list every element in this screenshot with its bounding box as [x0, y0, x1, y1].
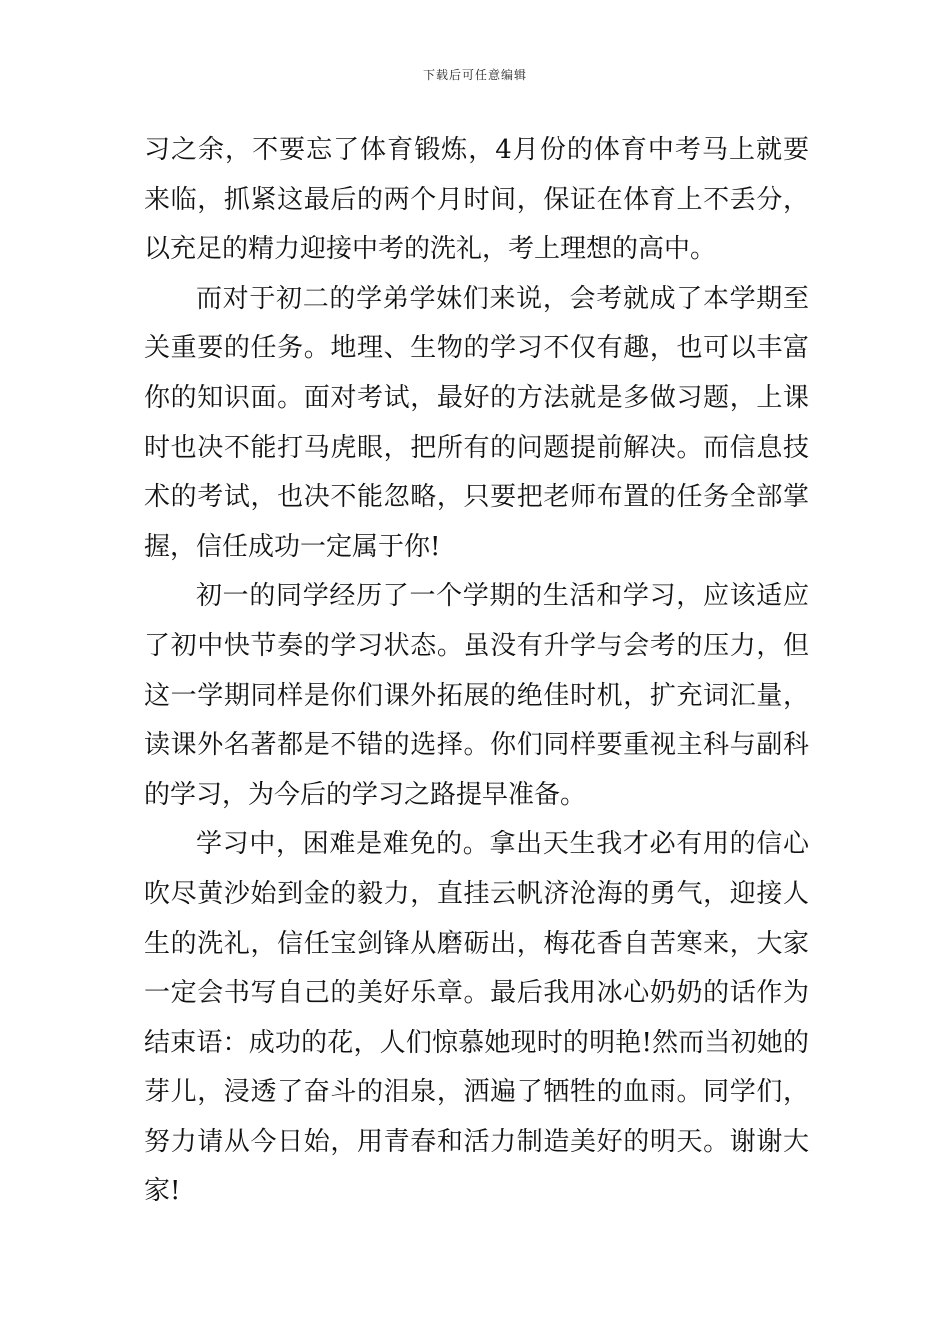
paragraph-4: 学习中，困难是难免的。拿出天生我才必有用的信心吹尽黄沙始到金的毅力，直挂云帆济沧海的勇气，迎接人生的洗礼，信任宝剑锋从磨砺出，梅花香自苦寒来，大家一定会书写自己的美好乐章。最后我用冰心奶奶的话作为结束语：成功的花，人们惊慕她现时的明艳!然而当初她的芽儿，浸透了奋斗的泪泉，洒遍了牺牲的血雨。同学们，努力请从今日始，用青春和活力制造美好的明天。谢谢大家! — [144, 829, 809, 1207]
paragraph-3: 初一的同学经历了一个学期的生活和学习，应该适应了初中快节奏的学习状态。虽没有升学与会考的压力，但这一学期同样是你们课外拓展的绝佳时机，扩充词汇量，读课外名著都是不错的选择。你们同样要重视主科与副科的学习，为今后的学习之路提早准备。 — [144, 581, 809, 810]
paragraph-1: 习之余，不要忘了体育锻炼，4月份的体育中考马上就要来临，抓紧这最后的两个月时间，保证在体育上不丢分，以充足的精力迎接中考的洗礼，考上理想的高中。 — [144, 135, 809, 265]
document-body — [144, 126, 809, 1217]
paragraph-2: 而对于初二的学弟学妹们来说，会考就成了本学期至关重要的任务。地理、生物的学习不仅有趣，也可以丰富你的知识面。面对考试，最好的方法就是多做习题，上课时也决不能打马虎眼，把所有的问题提前解决。而信息技术的考试，也决不能忽略，只要把老师布置的任务全部掌握，信任成功一定属于你! — [144, 283, 809, 562]
page-header: 下载后可任意编辑 — [422, 68, 527, 82]
